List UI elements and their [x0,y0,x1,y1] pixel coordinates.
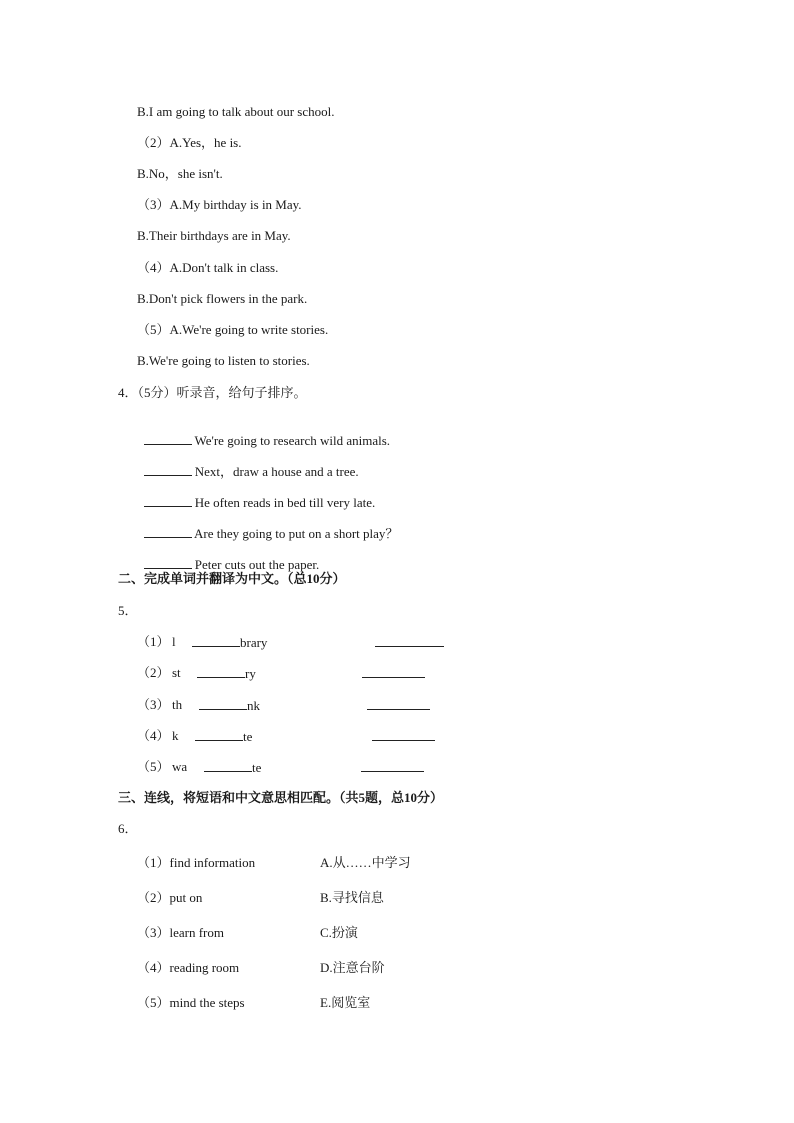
match-right-item[interactable]: C.扮演 [320,925,358,940]
translation [367,697,430,714]
answer-blank[interactable] [144,463,192,476]
item-number: （2） [137,665,170,680]
letter-blank[interactable] [195,728,243,741]
match-left-item[interactable]: （2）put on [137,890,203,905]
letter-blank[interactable] [199,697,247,710]
q3-option-5b: B.We're going to listen to stories. [137,353,310,368]
match-left-item[interactable]: （4）reading room [137,960,240,975]
word-fill [195,728,252,745]
q4-item [137,478,375,511]
q5-item [137,697,170,713]
item-number: （3） [137,697,170,712]
answer-blank[interactable] [144,525,192,538]
match-left-item[interactable]: （1）find information [137,855,256,870]
q3-option-1b: B.I am going to talk about our school. [137,104,335,119]
answer-blank[interactable] [144,556,192,569]
item-number: （4） [137,728,170,743]
match-left-item[interactable]: （3）learn from [137,925,225,940]
q4-item [137,509,398,542]
translation-blank[interactable] [375,634,444,647]
q4-sentence: He often reads in bed till very late. [194,495,376,510]
word-prefix: k [172,728,179,743]
word-prefix: st [172,665,181,680]
q5-number: 5． [118,603,138,618]
translation-blank[interactable] [367,697,430,710]
translation-blank[interactable] [361,759,424,772]
word-suffix: brary [240,635,268,650]
word-suffix: ry [245,666,256,681]
word-prefix: th [172,697,183,712]
q3-option-4b: B.Don't pick flowers in the park. [137,291,308,306]
translation [362,665,425,682]
q4-sentence: Are they going to put on a short play？ [194,526,399,541]
q4-item [137,540,319,573]
q3-option-5a: （5）A.We're going to write stories. [137,322,329,337]
q5-item [137,665,170,681]
match-right-item[interactable]: A.从……中学习 [320,855,411,870]
q3-option-3b: B.Their birthdays are in May. [137,228,291,243]
word-fill [204,759,261,776]
answer-blank[interactable] [144,432,192,445]
q3-option-4a: （4）A.Don't talk in class. [137,260,279,275]
q5-item [137,759,170,775]
word-fill [192,634,267,651]
q4-item [137,416,390,449]
letter-blank[interactable] [192,634,240,647]
word-fill [199,697,260,714]
section-2-title: 二、完成单词并翻译为中文。（总10分） [118,571,346,586]
q6-number: 6． [118,821,138,836]
match-right-item[interactable]: E.阅览室 [320,995,371,1010]
translation-blank[interactable] [372,728,435,741]
translation [375,634,444,651]
translation [372,728,435,745]
match-left-item[interactable]: （5）mind the steps [137,995,245,1010]
letter-blank[interactable] [204,759,252,772]
word-suffix: nk [247,698,260,713]
q3-option-3a: （3）A.My birthday is in May. [137,197,302,212]
word-suffix: te [252,760,262,775]
q4-sentence: Peter cuts out the paper. [194,557,320,572]
section-3-title: 三、连线，将短语和中文意思相匹配。（共5题，总10分） [118,790,444,805]
letter-blank[interactable] [197,665,245,678]
translation [361,759,424,776]
match-right-item[interactable]: D.注意台阶 [320,960,385,975]
item-number: （1） [137,634,170,649]
q5-item [137,634,170,650]
word-prefix: l [172,634,176,649]
q4-item [137,447,359,480]
q4-sentence: Next，draw a house and a tree. [194,464,359,479]
match-right-item[interactable]: B.寻找信息 [320,890,384,905]
answer-blank[interactable] [144,494,192,507]
q3-option-2a: （2）A.Yes，he is. [137,135,242,150]
item-number: （5） [137,759,170,774]
q3-option-2b: B.No，she isn't. [137,166,223,181]
word-fill [197,665,256,682]
q5-item [137,728,170,744]
q4-sentence: We're going to research wild animals. [194,433,391,448]
word-suffix: te [243,729,253,744]
translation-blank[interactable] [362,665,425,678]
q4-header: 4．（5分）听录音，给句子排序。 [118,385,307,400]
word-prefix: wa [172,759,188,774]
